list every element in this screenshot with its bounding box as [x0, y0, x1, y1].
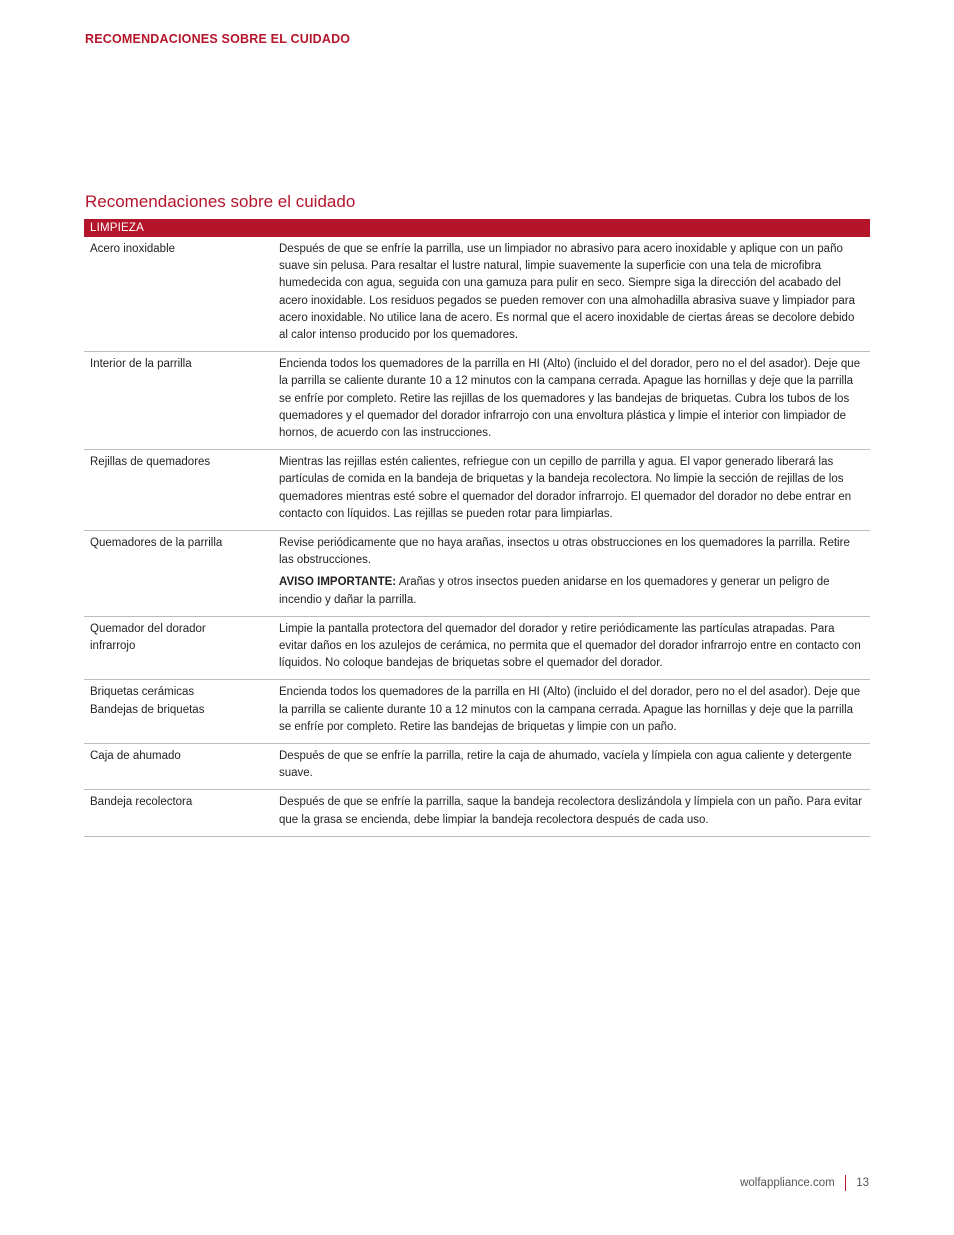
- footer-website: wolfappliance.com: [740, 1177, 835, 1189]
- table-row: [84, 237, 870, 352]
- table-row: [84, 616, 870, 680]
- important-notice-label: AVISO IMPORTANTE:: [279, 576, 397, 589]
- row-item-label: Acero inoxidable: [84, 237, 279, 352]
- table-row: [84, 450, 870, 531]
- row-item-label: Quemador del dorador infrarrojo: [84, 616, 279, 680]
- table-row: [84, 531, 870, 617]
- row-item-label: Rejillas de quemadores: [84, 450, 279, 531]
- row-description-text: Después de que se enfríe la parrilla, use un limpiador no abrasivo para acero inoxidable y aplique con un paño suave sin pelusa. Para resaltar el lustre natural, limpie suavemente la superficie con una tela de microfibra humedecida con agua, seguida con una gamuza para pulir en seco. Siempre siga la dirección del acabado del acero inoxidable. Los residuos pegados se pueden remover con una almohadilla abrasiva suave y limpiador para acero inoxidable. No utilice lana de acero. Es normal que el acero inoxidable de ciertas áreas se decolore debido al calor intenso producido por los quemadores.: [279, 243, 855, 342]
- care-table: [84, 219, 870, 837]
- row-description: [279, 450, 870, 531]
- footer-divider: [845, 1175, 847, 1191]
- row-description-text: Mientras las rejillas estén calientes, refriegue con un cepillo de parrilla y agua. El vapor generado liberará las partículas de comida en la bandeja de briquetas y la bandeja recolectora. No limpie la sección de rejillas de los quemadores mientras esté sobre el quemador del dorador infrarrojo. El quemador del dorador no debe entrar en contacto con líquidos. Las rejillas se pueden rotar para limpiarlas.: [279, 456, 852, 520]
- table-row: [84, 790, 870, 836]
- row-description-text: Revise periódicamente que no haya arañas, insectos u otras obstrucciones en los quemadores la parrilla. Retire las obstrucciones.: [279, 537, 850, 567]
- row-item-label: Caja de ahumado: [84, 744, 279, 790]
- row-description-text: Encienda todos los quemadores de la parrilla en HI (Alto) (incluido el del dorador, pero no el del asador). Deje que la parrilla se caliente durante 10 a 12 minutos con la campana cerrada. Apague las hornillas y deje que la parrilla se enfríe por completo. Retire las bandejas de briquetas y limpie con un paño.: [279, 686, 861, 733]
- row-description: [279, 744, 870, 790]
- important-notice-text: Arañas y otros insectos pueden anidarse en los quemadores y generar un peligro de incendio y dañar la parrilla.: [279, 576, 830, 606]
- row-description: [279, 237, 870, 352]
- row-item-label: Quemadores de la parrilla: [84, 531, 279, 617]
- row-item-label: Briquetas cerámicas Bandejas de briquetas: [84, 680, 279, 744]
- running-header: RECOMENDACIONES SOBRE EL CUIDADO: [85, 32, 351, 46]
- row-description: [279, 352, 870, 450]
- table-header-label: LIMPIEZA: [84, 219, 870, 237]
- row-description: [279, 616, 870, 680]
- row-description: [279, 790, 870, 836]
- row-description: [279, 680, 870, 744]
- row-description-text: Después de que se enfríe la parrilla, retire la caja de ahumado, vacíela y límpiela con agua caliente y detergente suave.: [279, 750, 852, 780]
- row-item-label: Bandeja recolectora: [84, 790, 279, 836]
- important-notice: [279, 574, 862, 608]
- section-title: Recomendaciones sobre el cuidado: [85, 192, 356, 212]
- row-description-text: Encienda todos los quemadores de la parrilla en HI (Alto) (incluido el del dorador, pero no el del asador). Deje que la parrilla se caliente durante 10 a 12 minutos con la campana cerrada. Apague las hornillas y deje que la parrilla se enfríe por completo. Retire las rejillas de los quemadores y las bandejas de briquetas. Cubra los tubos de los quemadores y el quemador del dorador infrarrojo con una envoltura plástica y limpie el interior con limpiador de hornos, de acuerdo con las instrucciones.: [279, 358, 861, 440]
- row-description: [279, 531, 870, 617]
- table-row: [84, 744, 870, 790]
- row-description-text: Después de que se enfríe la parrilla, saque la bandeja recolectora deslizándola y límpiela con un paño. Para evitar que la grasa se encienda, debe limpiar la bandeja recolectora después de cada uso.: [279, 796, 863, 826]
- page-number: 13: [856, 1177, 869, 1189]
- page-footer: [740, 1175, 869, 1191]
- row-item-label: Interior de la parrilla: [84, 352, 279, 450]
- row-description-text: Limpie la pantalla protectora del quemador del dorador y retire periódicamente las partículas atrapadas. Para evitar daños en los azulejos de cerámica, no permita que el quemador del dorador infrarrojo entre en contacto con líquidos. No coloque bandejas de briquetas sobre el quemador del dorador.: [279, 622, 861, 670]
- table-row: [84, 352, 870, 450]
- table-header-row: [84, 219, 870, 237]
- table-row: [84, 680, 870, 744]
